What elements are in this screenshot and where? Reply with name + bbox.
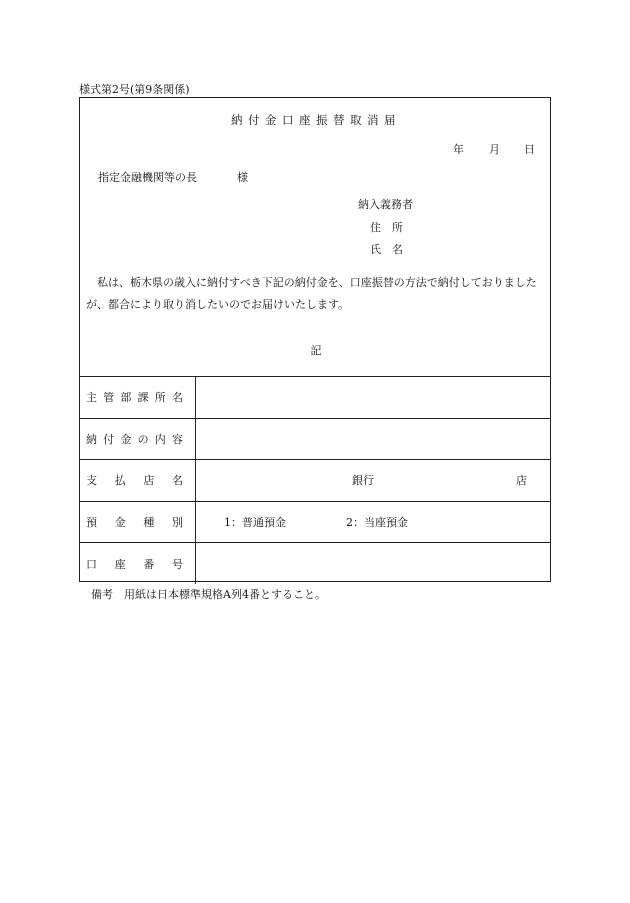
date-day-label: 日 (524, 143, 535, 156)
table-row (80, 543, 550, 584)
deposit-type-field[interactable] (196, 501, 551, 543)
body-text: 私は、栃木県の歳入に納付すべき下記の納付金を、口座振替の方法で納付しておりましたが、都合により取り消したいのでお届けいたします。 (86, 276, 537, 311)
form-number: 様式第2号(第9条関係) (79, 83, 190, 96)
date-month-label: 月 (489, 143, 500, 156)
table-row (80, 501, 550, 543)
date-year-label: 年 (453, 143, 464, 156)
ki-mark: 記 (310, 344, 322, 357)
table-row (80, 418, 550, 460)
bank-branch-field[interactable] (196, 460, 551, 502)
option-ordinary[interactable]: 1：普通預金 (224, 516, 286, 530)
remarks: 備考 用紙は日本標準規格A列4番とすること。 (91, 588, 326, 601)
account-number-field[interactable] (196, 543, 551, 584)
row-label: 納 付 金 の 内 容 (80, 418, 196, 460)
row-label: 口 座 番 号 (80, 543, 196, 584)
option-current[interactable]: 2：当座預金 (346, 516, 408, 530)
table-row (80, 377, 550, 419)
table-row (80, 460, 550, 502)
bank-suffix: 銀行 (352, 474, 374, 488)
payer-address-label: 住 所 (370, 220, 403, 234)
row-label: 預 金 種 別 (80, 501, 196, 543)
addressee-honorific: 様 (237, 171, 248, 184)
form-frame (79, 97, 551, 582)
payer-block (358, 196, 413, 264)
branch-suffix: 店 (516, 474, 527, 488)
addressee-name: 指定金融機関等の長 (98, 171, 197, 184)
payment-content-field[interactable] (196, 418, 551, 460)
row-label: 支 払 店 名 (80, 460, 196, 502)
addressee (98, 169, 248, 185)
form-title: 納付金口座振替取消届 (231, 113, 401, 127)
details-table (80, 376, 550, 584)
row-label: 主 管 部 課 所 名 (80, 377, 196, 419)
payer-name-label: 氏 名 (370, 243, 403, 256)
department-field[interactable] (196, 377, 551, 419)
payer-heading: 納入義務者 (358, 198, 413, 211)
